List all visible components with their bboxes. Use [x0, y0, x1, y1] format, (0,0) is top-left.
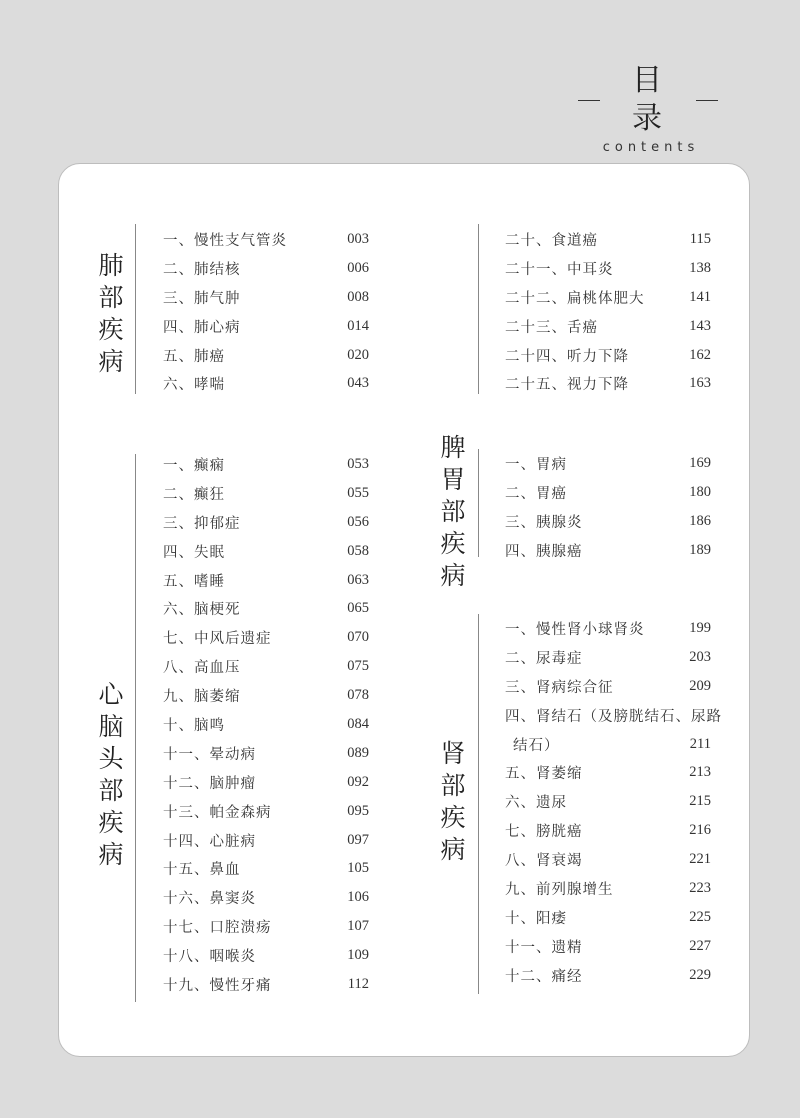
entry-title: 三、肺气肿 — [163, 290, 241, 307]
entry-title: 四、胰腺癌 — [505, 543, 583, 560]
toc-entry[interactable] — [163, 283, 369, 312]
entry-page-number: 141 — [689, 288, 711, 305]
toc-list — [505, 225, 711, 398]
toc-entry[interactable] — [505, 507, 711, 536]
entry-title: 八、肾衰竭 — [505, 853, 583, 870]
entry-title: 二十、食道癌 — [505, 232, 598, 249]
toc-entry[interactable] — [163, 854, 369, 883]
entry-title: 一、慢性肾小球肾炎 — [505, 621, 645, 638]
entry-page-number: 143 — [689, 317, 711, 334]
entry-title: 二十一、中耳炎 — [505, 261, 614, 278]
entry-title: 四、肾结石（及膀胱结石、尿路 — [505, 708, 722, 725]
entry-page-number: 115 — [689, 230, 711, 247]
toc-entry[interactable] — [505, 643, 711, 672]
entry-title: 十、阳痿 — [505, 910, 567, 927]
entry-title: 三、抑郁症 — [163, 515, 241, 532]
entry-page-number: 095 — [347, 802, 369, 819]
entry-page-number: 229 — [689, 966, 711, 983]
entry-title: 九、前列腺增生 — [505, 881, 614, 898]
toc-entry[interactable] — [163, 797, 369, 826]
toc-entry[interactable] — [163, 479, 369, 508]
entry-page-number: 215 — [689, 793, 711, 810]
entry-page-number: 199 — [689, 619, 711, 636]
entry-page-number: 053 — [347, 455, 369, 472]
entry-page-number: 006 — [347, 259, 369, 276]
toc-entry[interactable] — [505, 701, 722, 730]
entry-page-number: 065 — [347, 600, 369, 617]
toc-entry[interactable] — [163, 739, 369, 768]
entry-title: 二十三、舌癌 — [505, 319, 598, 336]
entry-title: 八、高血压 — [163, 660, 241, 677]
entry-page-number: 227 — [689, 937, 711, 954]
entry-title: 四、肺心病 — [163, 319, 241, 336]
entry-page-number: 163 — [689, 375, 711, 392]
entry-title: 二、胃癌 — [505, 485, 567, 502]
entry-title: 六、遗尿 — [505, 795, 567, 812]
toc-entry[interactable] — [505, 903, 711, 932]
entry-page-number: 225 — [689, 908, 711, 925]
toc-entry[interactable] — [505, 312, 711, 341]
toc-entry[interactable] — [163, 970, 369, 999]
entry-page-number: 209 — [689, 677, 711, 694]
entry-page-number: 063 — [347, 571, 369, 588]
title-right-rule — [696, 100, 718, 101]
entry-title: 二十五、视力下降 — [505, 377, 629, 394]
entry-title: 六、脑梗死 — [163, 602, 241, 619]
entry-title: 二、癫狂 — [163, 486, 225, 503]
page-subtitle: contents — [602, 140, 700, 155]
toc-entry[interactable] — [505, 845, 711, 874]
entry-page-number: 221 — [689, 851, 711, 868]
toc-entry[interactable] — [505, 283, 711, 312]
entry-page-number: 020 — [347, 346, 369, 363]
entry-page-number: 107 — [347, 918, 369, 935]
section-divider — [135, 224, 136, 394]
entry-title: 三、胰腺炎 — [505, 514, 583, 531]
section-title: 心 脑 头 部 疾 病 — [98, 680, 124, 869]
entry-page-number: 186 — [689, 512, 711, 529]
entry-page-number: 056 — [347, 513, 369, 530]
toc-entry[interactable] — [163, 537, 369, 566]
entry-title: 七、膀胱癌 — [505, 824, 583, 841]
entry-title: 二十二、扁桃体肥大 — [505, 290, 645, 307]
toc-entry[interactable] — [163, 768, 369, 797]
entry-page-number: 106 — [347, 889, 369, 906]
toc-entry[interactable] — [163, 912, 369, 941]
toc-list — [163, 225, 369, 398]
title-row — [578, 62, 718, 138]
entry-page-number: 058 — [347, 542, 369, 559]
entry-title: 二、肺结核 — [163, 261, 241, 278]
entry-page-number: 211 — [689, 735, 711, 752]
entry-title: 一、慢性支气管炎 — [163, 232, 287, 249]
toc-entry[interactable] — [505, 449, 711, 478]
entry-page-number: 169 — [689, 454, 711, 471]
entry-title: 十二、脑肿瘤 — [163, 775, 256, 792]
toc-entry[interactable] — [163, 826, 369, 855]
entry-page-number: 014 — [347, 317, 369, 334]
entry-title: 九、脑萎缩 — [163, 689, 241, 706]
entry-title: 五、肺癌 — [163, 348, 225, 365]
toc-entry[interactable] — [505, 730, 711, 759]
section-divider — [478, 449, 479, 557]
entry-page-number: 055 — [347, 484, 369, 501]
entry-title: 一、胃病 — [505, 456, 567, 473]
toc-entry[interactable] — [163, 312, 369, 341]
toc-entry[interactable] — [163, 450, 369, 479]
entry-title: 十、脑鸣 — [163, 717, 225, 734]
toc-entry[interactable] — [505, 816, 711, 845]
entry-title: 一、癫痫 — [163, 457, 225, 474]
section-title: 脾 胃 部 疾 病 — [440, 433, 466, 590]
entry-page-number: 213 — [689, 764, 711, 781]
toc-entry[interactable] — [505, 874, 711, 903]
entry-page-number: 097 — [347, 831, 369, 848]
toc-entry[interactable] — [505, 932, 711, 961]
entry-page-number: 162 — [689, 346, 711, 363]
toc-entry[interactable] — [163, 225, 369, 254]
section-divider — [135, 454, 136, 1002]
contents-card — [58, 163, 750, 1057]
entry-title: 十二、痛经 — [505, 968, 583, 985]
toc-entry[interactable] — [163, 710, 369, 739]
entry-title: 十四、心脏病 — [163, 833, 256, 850]
section-divider — [478, 224, 479, 394]
entry-page-number: 105 — [347, 860, 369, 877]
entry-title: 十六、鼻窦炎 — [163, 891, 256, 908]
toc-entry[interactable] — [505, 961, 711, 990]
entry-page-number: 043 — [347, 375, 369, 392]
toc-entry[interactable] — [505, 536, 711, 565]
section-divider — [478, 614, 479, 994]
entry-page-number: 008 — [347, 288, 369, 305]
toc-entry[interactable] — [163, 623, 369, 652]
entry-page-number: 089 — [347, 744, 369, 761]
entry-title: 二、尿毒症 — [505, 650, 583, 667]
entry-title: 五、嗜睡 — [163, 573, 225, 590]
entry-title: 三、肾病综合征 — [505, 679, 614, 696]
entry-title: 五、肾萎缩 — [505, 766, 583, 783]
entry-title: 十八、咽喉炎 — [163, 949, 256, 966]
entry-title: 十五、鼻血 — [163, 862, 241, 879]
entry-page-number: 070 — [347, 629, 369, 646]
entry-page-number: 109 — [347, 947, 369, 964]
entry-page-number: 189 — [689, 541, 711, 558]
toc-entry[interactable] — [163, 941, 369, 970]
toc-entry[interactable] — [505, 758, 711, 787]
entry-title: 十七、口腔溃疡 — [163, 920, 272, 937]
entry-title: 四、失眠 — [163, 544, 225, 561]
entry-title: 二十四、听力下降 — [505, 348, 629, 365]
toc-entry[interactable] — [163, 652, 369, 681]
toc-entry[interactable] — [163, 341, 369, 370]
entry-page-number: 078 — [347, 687, 369, 704]
title-left-rule — [578, 100, 600, 101]
toc-entry[interactable] — [163, 369, 369, 398]
toc-list — [505, 449, 711, 565]
toc-entry[interactable] — [505, 787, 711, 816]
entry-page-number: 084 — [347, 715, 369, 732]
entry-title: 十九、慢性牙痛 — [163, 977, 272, 994]
entry-page-number: 075 — [347, 658, 369, 675]
entry-page-number: 216 — [689, 822, 711, 839]
toc-entry[interactable] — [505, 225, 711, 254]
entry-title: 十一、晕动病 — [163, 746, 256, 763]
entry-page-number: 180 — [689, 483, 711, 500]
toc-entry[interactable] — [505, 254, 711, 283]
section-title: 肾 部 疾 病 — [440, 739, 466, 864]
section-title: 肺 部 疾 病 — [98, 251, 124, 376]
entry-page-number: 203 — [689, 648, 711, 665]
entry-page-number: 003 — [347, 230, 369, 247]
toc-entry[interactable] — [505, 672, 711, 701]
entry-title: 十三、帕金森病 — [163, 804, 272, 821]
toc-entry[interactable] — [505, 341, 711, 370]
entry-page-number: 112 — [347, 975, 369, 992]
toc-list — [505, 614, 722, 990]
entry-title: 结石） — [513, 737, 560, 754]
entry-title: 七、中风后遗症 — [163, 631, 272, 648]
toc-entry[interactable] — [163, 883, 369, 912]
toc-entry[interactable] — [163, 508, 369, 537]
toc-entry[interactable] — [163, 594, 369, 623]
toc-entry[interactable] — [505, 369, 711, 398]
entry-page-number: 092 — [347, 773, 369, 790]
toc-entry[interactable] — [505, 478, 711, 507]
toc-entry[interactable] — [505, 614, 711, 643]
entry-page-number: 223 — [689, 879, 711, 896]
entry-page-number: 138 — [689, 259, 711, 276]
toc-entry[interactable] — [163, 566, 369, 595]
page-title: 目录 — [632, 63, 670, 136]
toc-entry[interactable] — [163, 254, 369, 283]
entry-title: 六、哮喘 — [163, 377, 225, 394]
contents-header — [578, 62, 718, 155]
toc-entry[interactable] — [163, 681, 369, 710]
toc-list — [163, 450, 369, 999]
entry-title: 十一、遗精 — [505, 939, 583, 956]
